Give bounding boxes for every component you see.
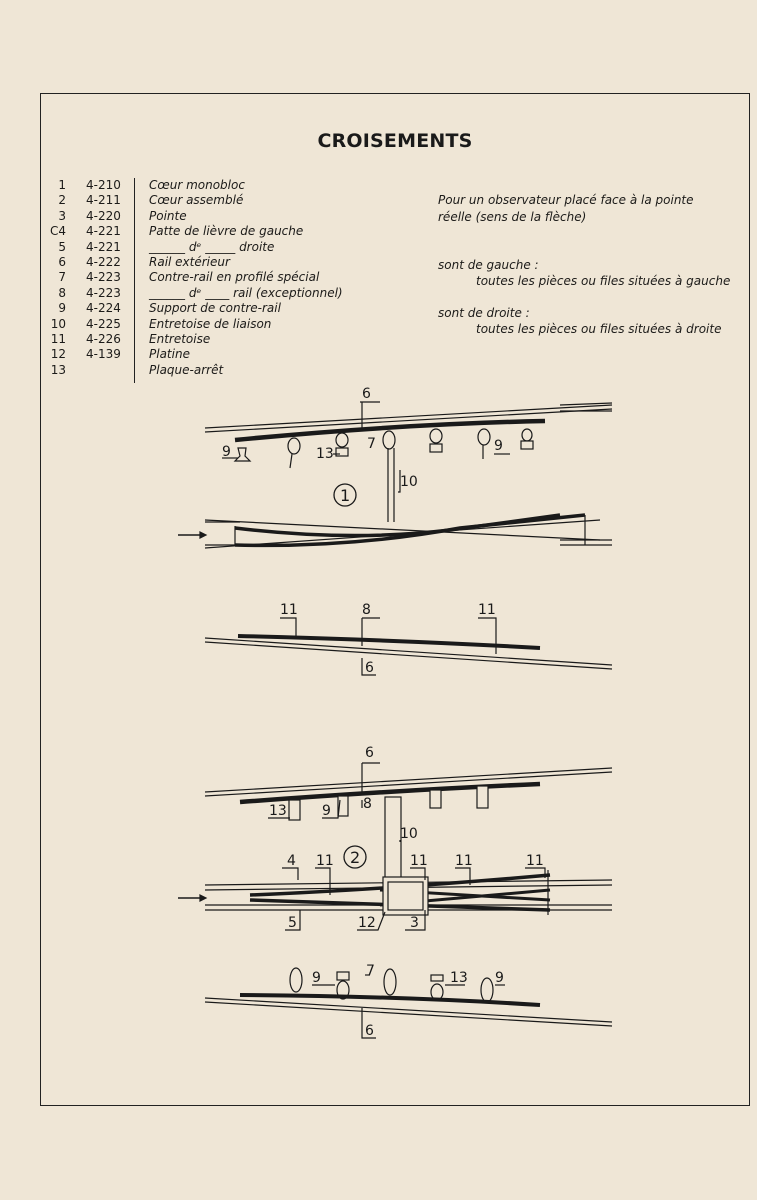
label-stop-plate: 13 bbox=[450, 970, 468, 986]
part-description: Platine bbox=[149, 347, 190, 362]
label-spacer: 11 bbox=[280, 602, 298, 618]
assembled-frog bbox=[205, 870, 612, 915]
part-ref: 4-223 bbox=[86, 270, 121, 285]
part-number: 13 bbox=[50, 362, 66, 377]
label-outer-rail: 6 bbox=[365, 745, 374, 761]
part-ref: 4-210 bbox=[86, 178, 121, 192]
part-number: 1 bbox=[58, 178, 66, 192]
label-plate: 12 bbox=[358, 915, 376, 931]
part-description: Rail extérieur bbox=[149, 254, 230, 269]
part-description: ______ dᵉ _____ droite bbox=[149, 239, 275, 254]
part-ref: 4-222 bbox=[86, 254, 121, 269]
part-number: 12 bbox=[50, 347, 66, 362]
page-title: CROISEMENTS bbox=[317, 130, 473, 152]
part-ref: 4-221 bbox=[86, 224, 121, 239]
part-number: 7 bbox=[58, 270, 66, 285]
part-number: 5 bbox=[58, 239, 66, 254]
part-description: Entretoise bbox=[149, 331, 211, 346]
observer-note-line2: réelle (sens de la flèche) bbox=[438, 210, 587, 224]
label-support: 9 bbox=[222, 444, 231, 460]
part-ref: 4-211 bbox=[86, 193, 121, 208]
right-text: toutes les pièces ou files situées à droite bbox=[476, 322, 722, 336]
right-heading: sont de droite : bbox=[438, 306, 530, 320]
label-support: 9 bbox=[494, 438, 503, 454]
label-stop-plate: 13 bbox=[269, 803, 287, 819]
part-description: Cœur assemblé bbox=[149, 193, 244, 208]
part-number: 9 bbox=[58, 301, 66, 316]
label-outer-rail: 6 bbox=[362, 386, 371, 402]
label-support: 9 bbox=[312, 970, 321, 986]
outer-rail-bottom bbox=[205, 995, 612, 1026]
part-description: Support de contre-rail bbox=[149, 301, 281, 316]
label-spacer: 11 bbox=[316, 853, 334, 869]
left-heading: sont de gauche : bbox=[438, 258, 539, 272]
part-ref: 4-224 bbox=[86, 301, 121, 316]
label-point: 3 bbox=[410, 915, 419, 931]
part-ref: 4-139 bbox=[86, 347, 121, 362]
label-left-wing-rail: 4 bbox=[287, 853, 296, 869]
part-ref: 4-226 bbox=[86, 331, 121, 346]
label-spacer: 11 bbox=[526, 853, 544, 869]
part-number: 2 bbox=[58, 193, 66, 208]
part-number: 10 bbox=[50, 316, 66, 331]
part-description: Patte de lièvre de gauche bbox=[149, 224, 304, 239]
part-description: Contre-rail en profilé spécial bbox=[149, 270, 320, 285]
label-spacer: 11 bbox=[478, 602, 496, 618]
part-description: ______ dᵉ ____ rail (exceptionnel) bbox=[149, 285, 343, 300]
label-spacer: 11 bbox=[455, 853, 473, 869]
part-number: C4 bbox=[49, 224, 66, 239]
outer-rail-top bbox=[205, 768, 612, 802]
label-right-wing-rail: 5 bbox=[288, 915, 297, 931]
label-spacer: 11 bbox=[410, 853, 428, 869]
label-special-rail: 8 bbox=[363, 796, 372, 812]
part-ref: 4-225 bbox=[86, 316, 121, 331]
part-number: 6 bbox=[58, 254, 66, 269]
label-check-rail: 7 bbox=[367, 436, 376, 452]
left-text: toutes les pièces ou files situées à gauche bbox=[476, 274, 731, 288]
observer-note-line1: Pour un observateur placé face à la pointe bbox=[438, 193, 694, 207]
label-special-rail: 8 bbox=[362, 602, 371, 618]
part-ref: 4-220 bbox=[86, 208, 121, 223]
part-description: Entretoise de liaison bbox=[149, 316, 272, 331]
part-description: Cœur monobloc bbox=[149, 178, 245, 192]
part-ref: 4-223 bbox=[86, 285, 121, 300]
part-number: 11 bbox=[50, 331, 66, 346]
part-description: Plaque-arrêt bbox=[149, 362, 224, 377]
figure-1-number: 1 bbox=[340, 486, 351, 505]
label-support: 9 bbox=[495, 970, 504, 986]
tie-rod bbox=[385, 797, 401, 879]
part-description: Pointe bbox=[149, 208, 187, 223]
label-support: 9 bbox=[322, 803, 331, 819]
part-ref: 4-221 bbox=[86, 239, 121, 254]
label-tie-rod: 10 bbox=[400, 826, 418, 842]
label-outer-rail: 6 bbox=[365, 660, 374, 676]
label-stop-plate: 13 bbox=[316, 446, 334, 462]
label-outer-rail: 6 bbox=[365, 1023, 374, 1039]
figure-2-number: 2 bbox=[350, 848, 361, 867]
label-tie-rod: 10 bbox=[400, 474, 418, 490]
part-number: 8 bbox=[58, 285, 66, 300]
label-check-rail: 7 bbox=[366, 963, 375, 979]
part-number: 3 bbox=[58, 208, 66, 223]
